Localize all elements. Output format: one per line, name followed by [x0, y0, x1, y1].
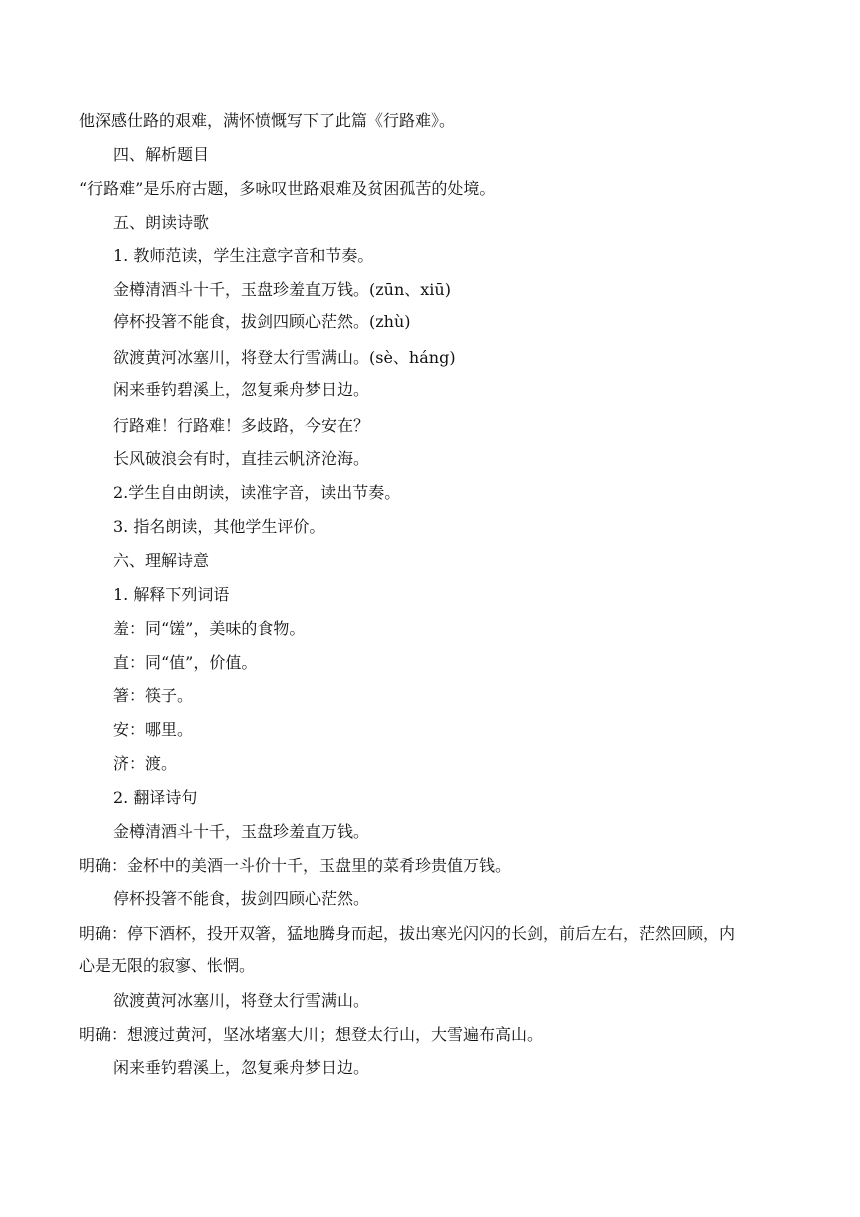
- list-item: 1. 解释下列词语: [113, 585, 230, 604]
- list-item: 3. 指名朗读，其他学生评价。: [113, 517, 326, 536]
- list-item: 2. 翻译诗句: [113, 788, 198, 807]
- list-item: 2.学生自由朗读，读准字音，读出节奏。: [113, 483, 401, 502]
- definition-line: 直：同“值”，价值。: [113, 653, 258, 672]
- poem-line: 闲来垂钓碧溪上，忽复乘舟梦日边。: [113, 380, 370, 399]
- section-heading: 五、朗读诗歌: [113, 213, 210, 232]
- translation-line: 明确：想渡过黄河，坚冰堵塞大川；想登太行山，大雪遍布高山。: [79, 1025, 544, 1044]
- definition-line: 济：渡。: [113, 754, 178, 773]
- paragraph-line: “行路难”是乐府古题，多咏叹世路艰难及贫困孤苦的处境。: [79, 179, 496, 198]
- definition-line: 箸：筷子。: [113, 686, 194, 705]
- poem-line: 欲渡黄河冰塞川，将登太行雪满山。: [113, 991, 370, 1010]
- poem-line: 停杯投箸不能食，拔剑四顾心茫然。(zhù): [113, 312, 411, 331]
- poem-line: 长风破浪会有时，直挂云帆济沧海。: [113, 449, 370, 468]
- poem-line: 停杯投箸不能食，拔剑四顾心茫然。: [113, 889, 370, 908]
- paragraph-line: 他深感仕路的艰难，满怀愤慨写下了此篇《行路难》。: [79, 111, 456, 130]
- poem-line: 行路难！行路难！多歧路，今安在？: [113, 416, 370, 435]
- definition-line: 安：哪里。: [113, 720, 194, 739]
- definition-line: 羞：同“馐”，美味的食物。: [113, 619, 306, 638]
- translation-line: 心是无限的寂寥、怅惘。: [79, 956, 256, 975]
- poem-line: 金樽清酒斗十千，玉盘珍羞直万钱。: [113, 822, 370, 841]
- section-heading: 四、解析题目: [113, 145, 210, 164]
- translation-line: 明确：金杯中的美酒一斗价十千，玉盘里的菜肴珍贵值万钱。: [79, 856, 512, 875]
- translation-line: 明确：停下酒杯，投开双箸，猛地腾身而起，拔出寒光闪闪的长剑，前后左右，茫然回顾，内: [79, 924, 736, 943]
- list-item: 1. 教师范读，学生注意字音和节奏。: [113, 246, 374, 265]
- section-heading: 六、理解诗意: [113, 551, 210, 570]
- poem-line: 欲渡黄河冰塞川，将登太行雪满山。(sè、háng): [113, 348, 456, 367]
- poem-line: 闲来垂钓碧溪上，忽复乘舟梦日边。: [113, 1058, 370, 1077]
- poem-line: 金樽清酒斗十千，玉盘珍羞直万钱。(zūn、xiū): [113, 280, 451, 299]
